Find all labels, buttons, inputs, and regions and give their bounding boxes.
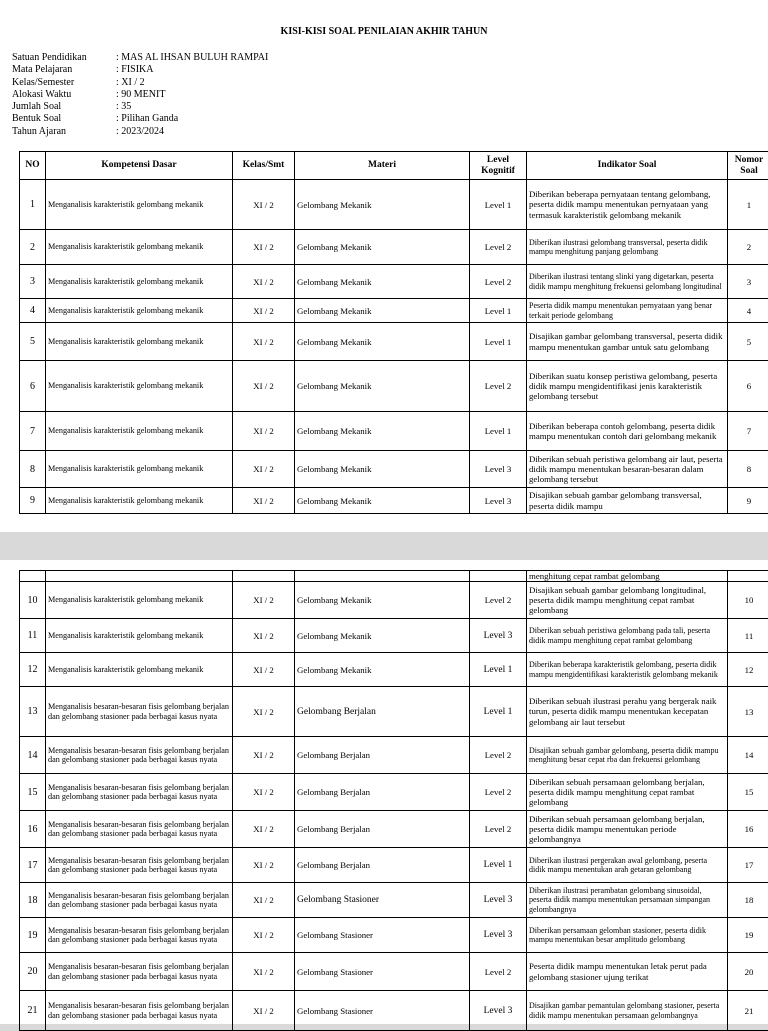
cell-nomor-soal: 21 <box>728 991 768 1031</box>
table-row <box>20 953 768 991</box>
cell-no: 9 <box>20 488 46 514</box>
cell-indikator-soal: Diberikan ilustrasi perambatan gelombang sinusoidal, peserta didik mampu menentukan persamaan simpangan gelombangnya <box>527 883 728 918</box>
cell-nomor-soal: 12 <box>728 653 768 687</box>
cell-indikator-soal: Disajikan sebuah gambar gelombang transversal, peserta didik mampu <box>527 488 728 514</box>
table-row <box>20 451 768 488</box>
meta-label: Tahun Ajaran <box>12 126 116 138</box>
table-row <box>20 687 768 737</box>
cell-indikator-soal: Diberikan sebuah persamaan gelombang berjalan, peserta didik mampu menghitung cepat rambat gelombang <box>527 774 728 811</box>
cell-kelas-smt: XI / 2 <box>233 323 295 361</box>
cell-level: Level 2 <box>470 265 527 299</box>
cell-indikator-soal: Disajikan sebuah gambar gelombang, peserta didik mampu menghitung besar cepat rba dan frekuensi gelombang <box>527 737 728 774</box>
table-row <box>20 848 768 883</box>
cell-no: 7 <box>20 412 46 451</box>
cell-kompetensi-dasar <box>46 571 233 582</box>
cell-materi: Gelombang Mekanik <box>295 299 470 323</box>
cell-indikator-soal: Peserta didik mampu menentukan letak perut pada gelombang stasioner ujung terikat <box>527 953 728 991</box>
cell-indikator-soal: Diberikan beberapa karakteristik gelombang, peserta didik mampu mengidentifikasi karakteristik gelombang mekanik <box>527 653 728 687</box>
cell-nomor-soal: 18 <box>728 883 768 918</box>
cell-kelas-smt: XI / 2 <box>233 361 295 412</box>
cell-indikator-soal: Diberikan ilustrasi tentang slinki yang digetarkan, peserta didik mampu menghitung frekuensi gelombang longitudinal <box>527 265 728 299</box>
cell-kelas-smt: XI / 2 <box>233 687 295 737</box>
cell-kelas-smt: XI / 2 <box>233 299 295 323</box>
meta-row <box>12 113 268 125</box>
table-body-page-1 <box>20 180 768 514</box>
cell-kompetensi-dasar: Menganalisis karakteristik gelombang mekanik <box>46 299 233 323</box>
kisi-kisi-table-page-1 <box>19 151 768 514</box>
table-row <box>20 991 768 1031</box>
cell-kelas-smt: XI / 2 <box>233 265 295 299</box>
cell-indikator-soal: Diberikan beberapa pernyataan tentang gelombang, peserta didik mampu menentukan pernyataan yang termasuk karakteristik gelombang mekanik <box>527 180 728 230</box>
cell-nomor-soal: 11 <box>728 619 768 653</box>
cell-kompetensi-dasar: Menganalisis karakteristik gelombang mekanik <box>46 230 233 265</box>
header-level-kognitif: Level Kognitif <box>470 152 527 180</box>
cell-kelas-smt: XI / 2 <box>233 582 295 619</box>
cell-level: Level 1 <box>470 412 527 451</box>
cell-indikator-soal: Diberikan sebuah peristiwa gelombang air laut, peserta didik mampu menentukan besaran-besaran dalam gelombang tersebut <box>527 451 728 488</box>
cell-kelas-smt <box>233 571 295 582</box>
cell-nomor-soal: 13 <box>728 687 768 737</box>
meta-value: : 2023/2024 <box>116 126 164 138</box>
cell-materi: Gelombang Mekanik <box>295 451 470 488</box>
cell-materi: Gelombang Mekanik <box>295 361 470 412</box>
cell-materi: Gelombang Stasioner <box>295 883 470 918</box>
cell-no: 5 <box>20 323 46 361</box>
cell-kompetensi-dasar: Menganalisis besaran-besaran fisis gelombang berjalan dan gelombang stasioner pada berbagai kasus nyata <box>46 991 233 1031</box>
header-nomor-soal: Nomor Soal <box>728 152 768 180</box>
cell-no: 11 <box>20 619 46 653</box>
cell-kompetensi-dasar: Menganalisis karakteristik gelombang mekanik <box>46 582 233 619</box>
table-row <box>20 811 768 848</box>
cell-no: 8 <box>20 451 46 488</box>
cell-no: 20 <box>20 953 46 991</box>
cell-no: 12 <box>20 653 46 687</box>
cell-level: Level 3 <box>470 918 527 953</box>
table-row <box>20 582 768 619</box>
cell-kompetensi-dasar: Menganalisis karakteristik gelombang mekanik <box>46 180 233 230</box>
cell-indikator-soal: Diberikan ilustrasi pergerakan awal gelombang, peserta didik mampu menentukan arah getaran gelombang <box>527 848 728 883</box>
cell-no: 21 <box>20 991 46 1031</box>
cell-materi: Gelombang Berjalan <box>295 737 470 774</box>
header-kompetensi-dasar: Kompetensi Dasar <box>46 152 233 180</box>
cell-level: Level 2 <box>470 953 527 991</box>
meta-row <box>12 52 268 64</box>
table-row <box>20 299 768 323</box>
cell-materi: Gelombang Mekanik <box>295 230 470 265</box>
table-row <box>20 737 768 774</box>
cell-materi: Gelombang Berjalan <box>295 774 470 811</box>
table-row <box>20 265 768 299</box>
cell-kompetensi-dasar: Menganalisis karakteristik gelombang mekanik <box>46 265 233 299</box>
cell-nomor-soal: 1 <box>728 180 768 230</box>
cell-nomor-soal: 17 <box>728 848 768 883</box>
cell-indikator-soal: Disajikan gambar gelombang transversal, peserta didik mampu menentukan gambar untuk satu gelombang <box>527 323 728 361</box>
cell-level: Level 3 <box>470 991 527 1031</box>
cell-no: 18 <box>20 883 46 918</box>
cell-materi: Gelombang Stasioner <box>295 918 470 953</box>
meta-row <box>12 126 268 138</box>
table-row <box>20 412 768 451</box>
cell-kelas-smt: XI / 2 <box>233 619 295 653</box>
cell-no: 19 <box>20 918 46 953</box>
cell-indikator-soal: Disajikan gambar pemantulan gelombang stasioner, peserta didik mampu menentukan persamaan gelombangnya <box>527 991 728 1031</box>
meta-value: : XI / 2 <box>116 77 145 89</box>
cell-indikator-soal: Diberikan sebuah ilustrasi perahu yang bergerak naik turun, peserta didik mampu menentukan kecepatan gelombang air laut tersebut <box>527 687 728 737</box>
cell-nomor-soal: 10 <box>728 582 768 619</box>
table-body-page-2 <box>20 571 768 1031</box>
cell-level: Level 2 <box>470 774 527 811</box>
cell-kompetensi-dasar: Menganalisis karakteristik gelombang mekanik <box>46 451 233 488</box>
cell-indikator-soal: Diberikan beberapa contoh gelombang, peserta didik mampu menentukan contoh dari gelombang mekanik <box>527 412 728 451</box>
cell-kompetensi-dasar: Menganalisis besaran-besaran fisis gelombang berjalan dan gelombang stasioner pada berbagai kasus nyata <box>46 774 233 811</box>
cell-kelas-smt: XI / 2 <box>233 774 295 811</box>
cell-kelas-smt: XI / 2 <box>233 991 295 1031</box>
cell-kelas-smt: XI / 2 <box>233 737 295 774</box>
cell-level: Level 2 <box>470 582 527 619</box>
cell-kompetensi-dasar: Menganalisis besaran-besaran fisis gelombang berjalan dan gelombang stasioner pada berbagai kasus nyata <box>46 953 233 991</box>
cell-level: Level 2 <box>470 361 527 412</box>
meta-row <box>12 101 268 113</box>
cell-kelas-smt: XI / 2 <box>233 918 295 953</box>
meta-value: : 90 MENIT <box>116 89 165 101</box>
table-row <box>20 619 768 653</box>
cell-no: 6 <box>20 361 46 412</box>
table-row-continuation <box>20 571 768 582</box>
table-row <box>20 883 768 918</box>
cell-kompetensi-dasar: Menganalisis karakteristik gelombang mekanik <box>46 619 233 653</box>
table-row <box>20 361 768 412</box>
cell-level: Level 1 <box>470 299 527 323</box>
meta-value: : Pilihan Ganda <box>116 113 178 125</box>
table-row <box>20 918 768 953</box>
cell-no: 2 <box>20 230 46 265</box>
cell-no: 13 <box>20 687 46 737</box>
document-meta <box>12 52 268 138</box>
cell-kompetensi-dasar: Menganalisis besaran-besaran fisis gelombang berjalan dan gelombang stasioner pada berbagai kasus nyata <box>46 687 233 737</box>
cell-materi: Gelombang Mekanik <box>295 265 470 299</box>
cell-kompetensi-dasar: Menganalisis karakteristik gelombang mekanik <box>46 323 233 361</box>
cell-kelas-smt: XI / 2 <box>233 883 295 918</box>
cell-nomor-soal: 5 <box>728 323 768 361</box>
cell-kelas-smt: XI / 2 <box>233 488 295 514</box>
cell-nomor-soal: 4 <box>728 299 768 323</box>
cell-materi: Gelombang Mekanik <box>295 412 470 451</box>
document-title: KISI-KISI SOAL PENILAIAN AKHIR TAHUN <box>0 26 768 37</box>
cell-kompetensi-dasar: Menganalisis besaran-besaran fisis gelombang berjalan dan gelombang stasioner pada berbagai kasus nyata <box>46 811 233 848</box>
cell-kompetensi-dasar: Menganalisis besaran-besaran fisis gelombang berjalan dan gelombang stasioner pada berbagai kasus nyata <box>46 918 233 953</box>
cell-indikator-soal: Disajikan sebuah gambar gelombang longitudinal, peserta didik mampu menghitung cepat rambat gelombang <box>527 582 728 619</box>
header-materi: Materi <box>295 152 470 180</box>
cell-no: 3 <box>20 265 46 299</box>
table-row <box>20 488 768 514</box>
cell-no: 4 <box>20 299 46 323</box>
cell-level: Level 3 <box>470 488 527 514</box>
cell-kelas-smt: XI / 2 <box>233 180 295 230</box>
kisi-kisi-table-page-2 <box>19 570 768 1031</box>
meta-row <box>12 77 268 89</box>
cell-indikator-continuation: menghitung cepat rambat gelombang <box>527 571 728 582</box>
cell-materi: Gelombang Mekanik <box>295 323 470 361</box>
cell-level: Level 1 <box>470 687 527 737</box>
cell-no: 16 <box>20 811 46 848</box>
cell-kompetensi-dasar: Menganalisis karakteristik gelombang mekanik <box>46 412 233 451</box>
cell-kompetensi-dasar: Menganalisis karakteristik gelombang mekanik <box>46 488 233 514</box>
cell-materi: Gelombang Mekanik <box>295 582 470 619</box>
table-row <box>20 774 768 811</box>
table-row <box>20 230 768 265</box>
cell-nomor-soal: 2 <box>728 230 768 265</box>
meta-label: Kelas/Semester <box>12 77 116 89</box>
cell-nomor-soal: 16 <box>728 811 768 848</box>
cell-nomor-soal: 9 <box>728 488 768 514</box>
cell-no: 15 <box>20 774 46 811</box>
cell-kelas-smt: XI / 2 <box>233 811 295 848</box>
cell-level: Level 3 <box>470 451 527 488</box>
cell-indikator-soal: Peserta didik mampu menentukan pernyataan yang benar terkait periode gelombang <box>527 299 728 323</box>
cell-nomor-soal: 7 <box>728 412 768 451</box>
cell-kelas-smt: XI / 2 <box>233 412 295 451</box>
meta-label: Alokasi Waktu <box>12 89 116 101</box>
meta-label: Bentuk Soal <box>12 113 116 125</box>
cell-indikator-soal: Diberikan persamaan gelomban stasioner, peserta didik mampu menentukan besar amplitudo gelombang <box>527 918 728 953</box>
cell-level: Level 2 <box>470 737 527 774</box>
cell-materi: Gelombang Mekanik <box>295 180 470 230</box>
table-row <box>20 180 768 230</box>
cell-no <box>20 571 46 582</box>
cell-kompetensi-dasar: Menganalisis besaran-besaran fisis gelombang berjalan dan gelombang stasioner pada berbagai kasus nyata <box>46 883 233 918</box>
meta-row <box>12 64 268 76</box>
header-indikator-soal: Indikator Soal <box>527 152 728 180</box>
cell-materi: Gelombang Mekanik <box>295 619 470 653</box>
cell-materi: Gelombang Stasioner <box>295 953 470 991</box>
table-row <box>20 323 768 361</box>
cell-level: Level 2 <box>470 811 527 848</box>
cell-materi: Gelombang Berjalan <box>295 811 470 848</box>
cell-materi <box>295 571 470 582</box>
cell-nomor-soal: 6 <box>728 361 768 412</box>
cell-kompetensi-dasar: Menganalisis besaran-besaran fisis gelombang berjalan dan gelombang stasioner pada berbagai kasus nyata <box>46 737 233 774</box>
table-row <box>20 653 768 687</box>
cell-kompetensi-dasar: Menganalisis karakteristik gelombang mekanik <box>46 653 233 687</box>
cell-level: Level 1 <box>470 323 527 361</box>
cell-kelas-smt: XI / 2 <box>233 653 295 687</box>
cell-nomor-soal: 20 <box>728 953 768 991</box>
header-kelas-smt: Kelas/Smt <box>233 152 295 180</box>
cell-level: Level 1 <box>470 180 527 230</box>
cell-indikator-soal: Diberikan ilustrasi gelombang transversal, peserta didik mampu menghitung panjang gelombang <box>527 230 728 265</box>
cell-indikator-soal: Diberikan sebuah persamaan gelombang berjalan, peserta didik mampu menentukan periode gelombangnya <box>527 811 728 848</box>
cell-kelas-smt: XI / 2 <box>233 451 295 488</box>
meta-value: : FISIKA <box>116 64 154 76</box>
meta-label: Jumlah Soal <box>12 101 116 113</box>
cell-kompetensi-dasar: Menganalisis karakteristik gelombang mekanik <box>46 361 233 412</box>
table-header-row <box>20 152 768 180</box>
cell-level: Level 1 <box>470 848 527 883</box>
cell-nomor-soal: 14 <box>728 737 768 774</box>
cell-kelas-smt: XI / 2 <box>233 848 295 883</box>
meta-label: Mata Pelajaran <box>12 64 116 76</box>
cell-no: 1 <box>20 180 46 230</box>
cell-nomor-soal: 3 <box>728 265 768 299</box>
cell-level: Level 3 <box>470 883 527 918</box>
cell-level: Level 3 <box>470 619 527 653</box>
cell-nomor <box>728 571 768 582</box>
meta-value: : 35 <box>116 101 131 113</box>
cell-kelas-smt: XI / 2 <box>233 953 295 991</box>
cell-nomor-soal: 19 <box>728 918 768 953</box>
cell-nomor-soal: 8 <box>728 451 768 488</box>
cell-materi: Gelombang Mekanik <box>295 653 470 687</box>
meta-value: : MAS AL IHSAN BULUH RAMPAI <box>116 52 268 64</box>
header-no: NO <box>20 152 46 180</box>
cell-level: Level 1 <box>470 653 527 687</box>
cell-level <box>470 571 527 582</box>
cell-materi: Gelombang Stasioner <box>295 991 470 1031</box>
cell-no: 14 <box>20 737 46 774</box>
cell-indikator-soal: Diberikan suatu konsep peristiwa gelombang, peserta didik mampu mengidentifikasi jenis karakteristik gelombang tersebut <box>527 361 728 412</box>
cell-indikator-soal: Diberikan sebuah peristiwa gelombang pada tali, peserta didik mampu menghitung cepat rambat gelombang <box>527 619 728 653</box>
cell-materi: Gelombang Mekanik <box>295 488 470 514</box>
cell-no: 10 <box>20 582 46 619</box>
cell-nomor-soal: 15 <box>728 774 768 811</box>
cell-kompetensi-dasar: Menganalisis besaran-besaran fisis gelombang berjalan dan gelombang stasioner pada berbagai kasus nyata <box>46 848 233 883</box>
cell-materi: Gelombang Berjalan <box>295 848 470 883</box>
cell-no: 17 <box>20 848 46 883</box>
meta-label: Satuan Pendidikan <box>12 52 116 64</box>
cell-materi: Gelombang Berjalan <box>295 687 470 737</box>
cell-level: Level 2 <box>470 230 527 265</box>
meta-row <box>12 89 268 101</box>
cell-kelas-smt: XI / 2 <box>233 230 295 265</box>
